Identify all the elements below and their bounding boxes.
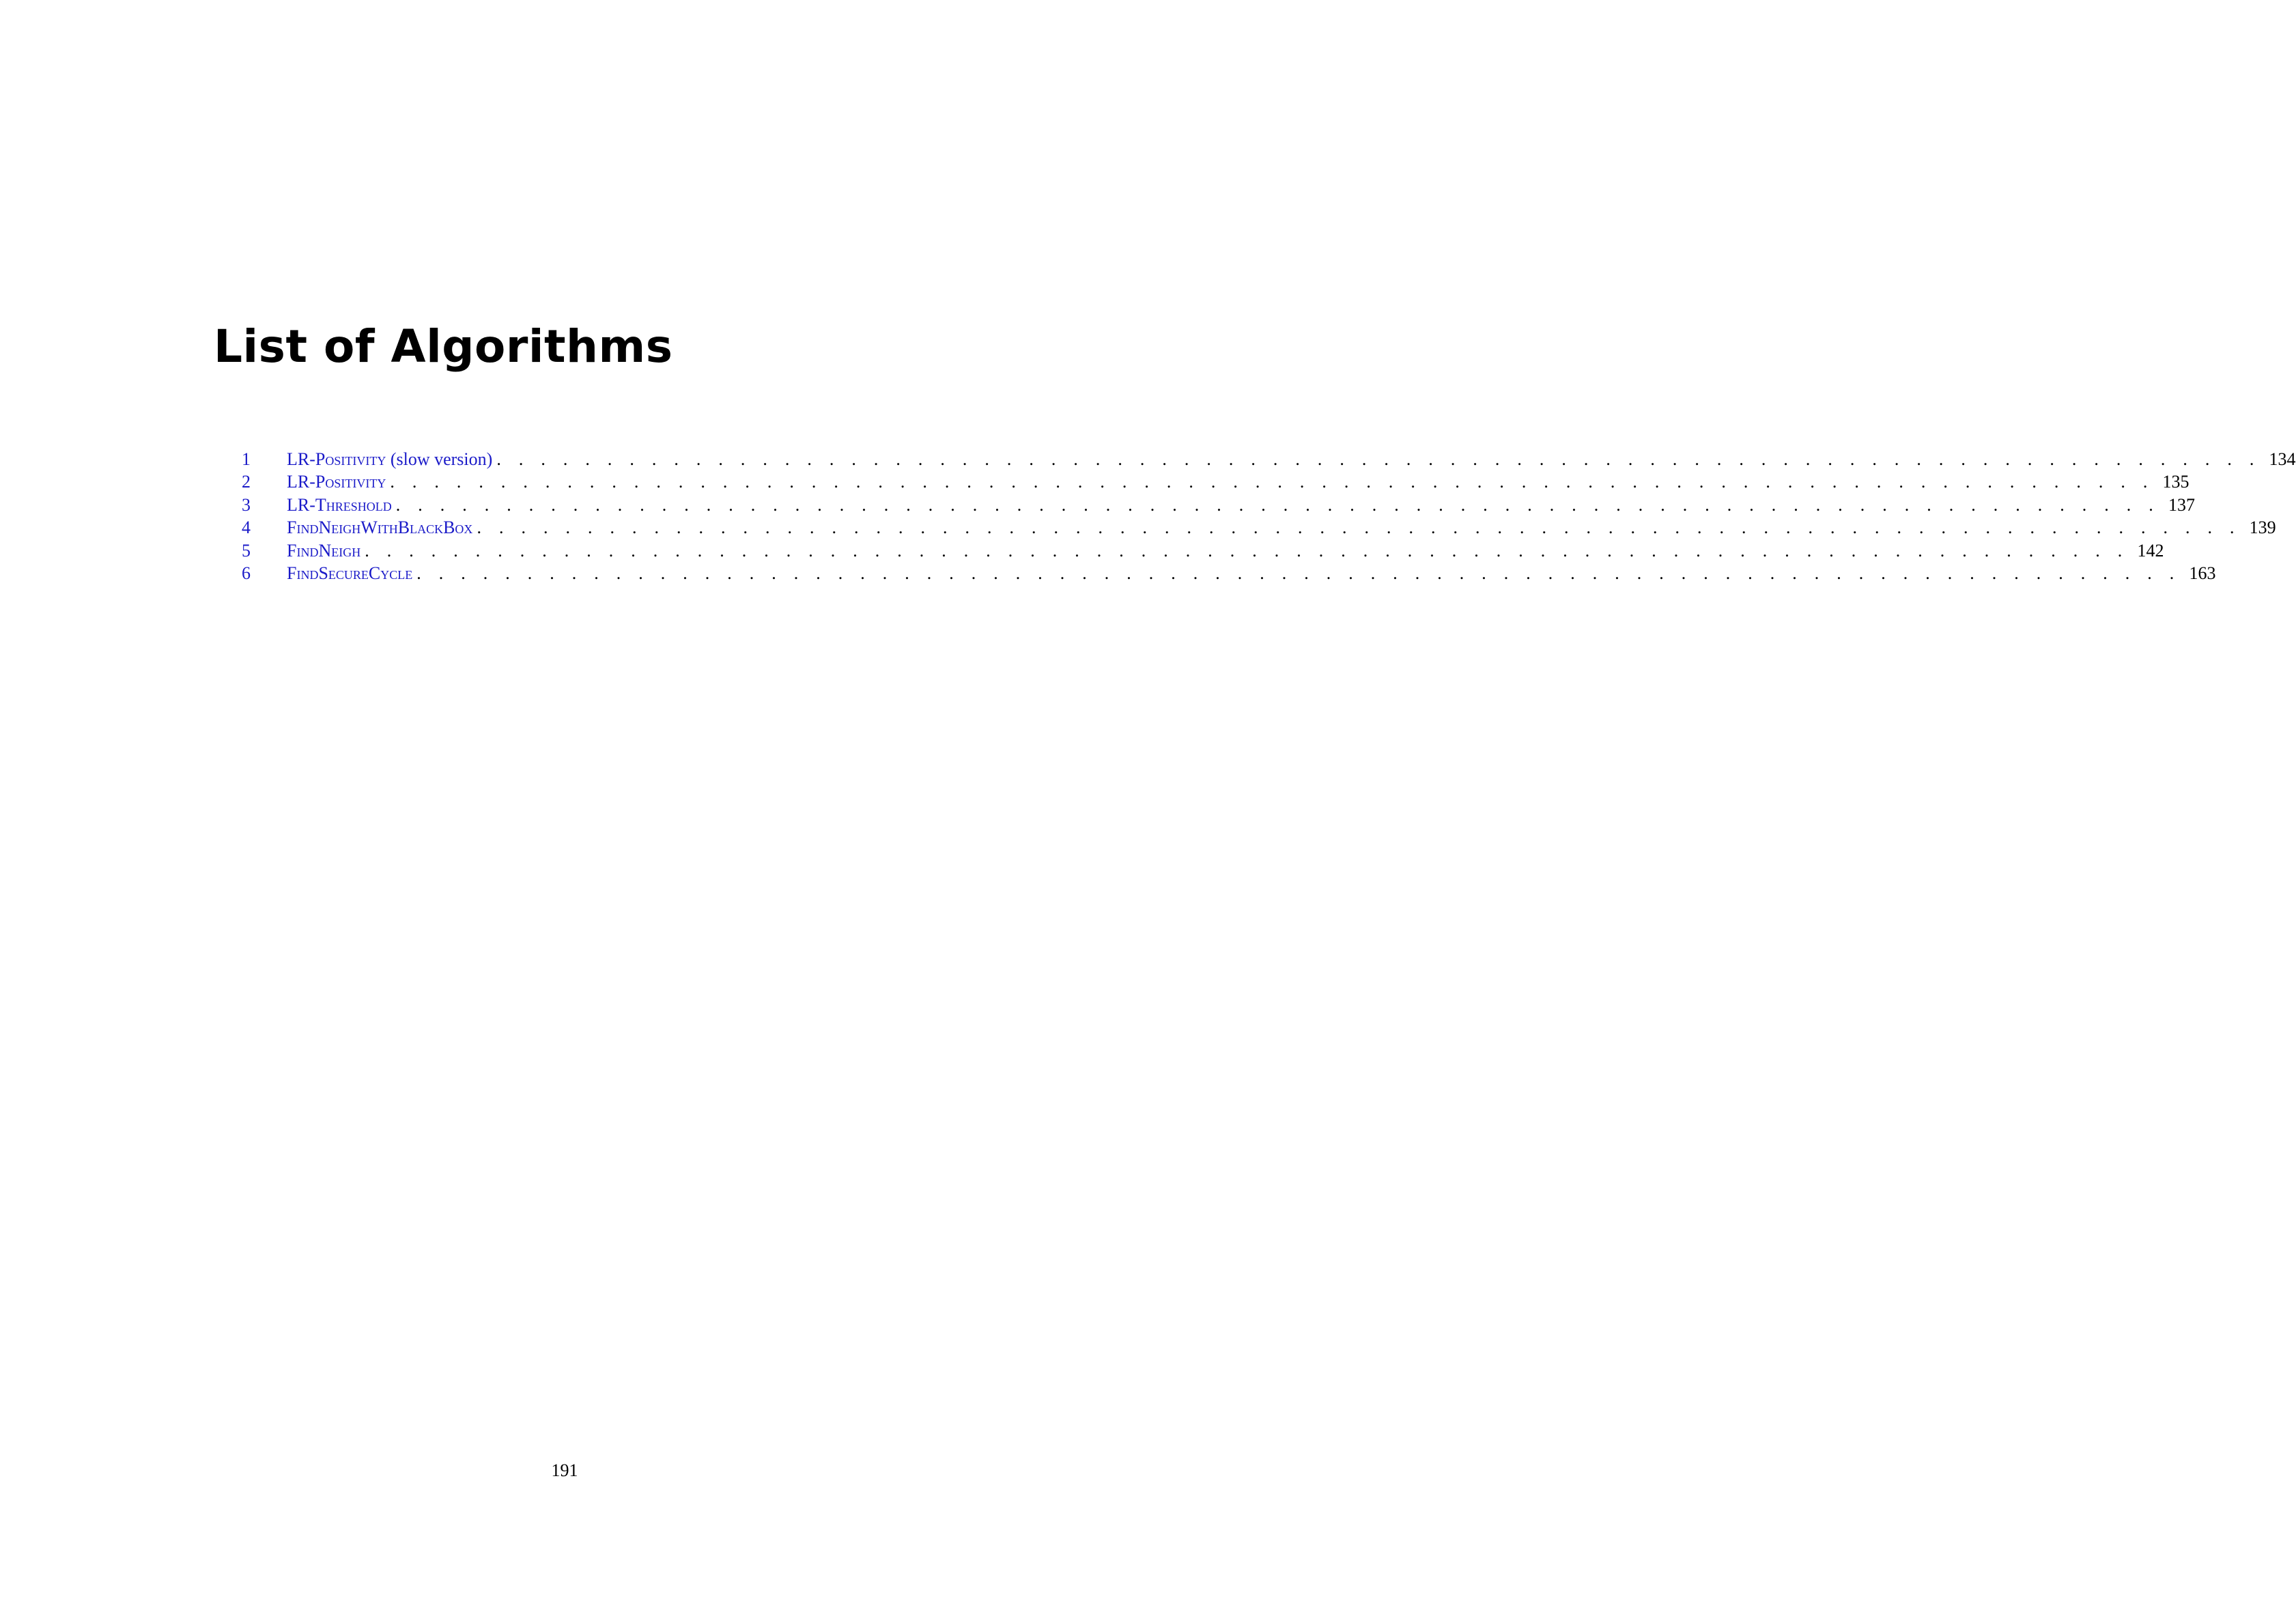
- entry-title: [287, 539, 365, 562]
- entry-title-name: LR-Positivity: [287, 449, 386, 469]
- entry-title: [287, 516, 477, 539]
- entry-title-name: FindNeighWithBlackBox: [287, 518, 473, 538]
- loa-entry-1[interactable]: [239, 448, 2296, 470]
- entry-number: 2: [242, 472, 251, 492]
- loa-entry-6[interactable]: [239, 562, 2216, 584]
- list-of-algorithms: [239, 448, 2296, 584]
- dot-leader: . . . . . . . . . . . . . . . . . . . . . . . . . . . . . . . . . . . . . . . . . . . . . . . . . . . . . . . . . . . . . . . . . . . . . . . . . . . . . . . .: [416, 563, 2178, 583]
- loa-entry-4[interactable]: [239, 516, 2276, 539]
- entry-title-name: LR-Threshold: [287, 494, 392, 515]
- entry-page-number: 137: [2168, 494, 2195, 515]
- loa-entry-5[interactable]: [239, 539, 2164, 562]
- entry-number: 5: [242, 540, 251, 561]
- dot-leader: . . . . . . . . . . . . . . . . . . . . . . . . . . . . . . . . . . . . . . . . . . . . . . . . . . . . . . . . . . . . . . . . . . . . . . . . . . . . . . . .: [496, 449, 2258, 469]
- entry-number: 3: [242, 494, 251, 515]
- entry-number: 1: [242, 449, 251, 469]
- entry-number: 6: [242, 563, 251, 583]
- loa-entry-3[interactable]: [239, 494, 2195, 516]
- entry-title-suffix: (slow version): [386, 449, 493, 469]
- entry-page-number: 163: [2189, 563, 2216, 583]
- dot-leader: . . . . . . . . . . . . . . . . . . . . . . . . . . . . . . . . . . . . . . . . . . . . . . . . . . . . . . . . . . . . . . . . . . . . . . . . . . . . . . . .: [477, 518, 2238, 538]
- entry-title-name: FindSecureCycle: [287, 563, 413, 583]
- chapter-title: List of Algorithms: [214, 320, 673, 373]
- entry-title: [287, 494, 396, 516]
- entry-title-name: FindNeigh: [287, 540, 361, 561]
- entry-page-number: 139: [2249, 518, 2276, 538]
- entry-title: [287, 470, 390, 493]
- entry-number: 4: [242, 518, 251, 538]
- entry-page-number: 134: [2269, 449, 2296, 469]
- loa-entry-2[interactable]: [239, 470, 2189, 493]
- entry-page-number: 135: [2162, 472, 2189, 492]
- entry-title: [287, 562, 416, 584]
- page-number: 191: [551, 1460, 578, 1480]
- entry-page-number: 142: [2137, 540, 2164, 561]
- dot-leader: . . . . . . . . . . . . . . . . . . . . . . . . . . . . . . . . . . . . . . . . . . . . . . . . . . . . . . . . . . . . . . . . . . . . . . . . . . . . . . . .: [365, 540, 2126, 561]
- dot-leader: . . . . . . . . . . . . . . . . . . . . . . . . . . . . . . . . . . . . . . . . . . . . . . . . . . . . . . . . . . . . . . . . . . . . . . . . . . . . . . . .: [390, 472, 2151, 492]
- entry-title-name: LR-Positivity: [287, 472, 386, 492]
- dot-leader: . . . . . . . . . . . . . . . . . . . . . . . . . . . . . . . . . . . . . . . . . . . . . . . . . . . . . . . . . . . . . . . . . . . . . . . . . . . . . . . .: [395, 494, 2157, 515]
- entry-title: [287, 448, 496, 470]
